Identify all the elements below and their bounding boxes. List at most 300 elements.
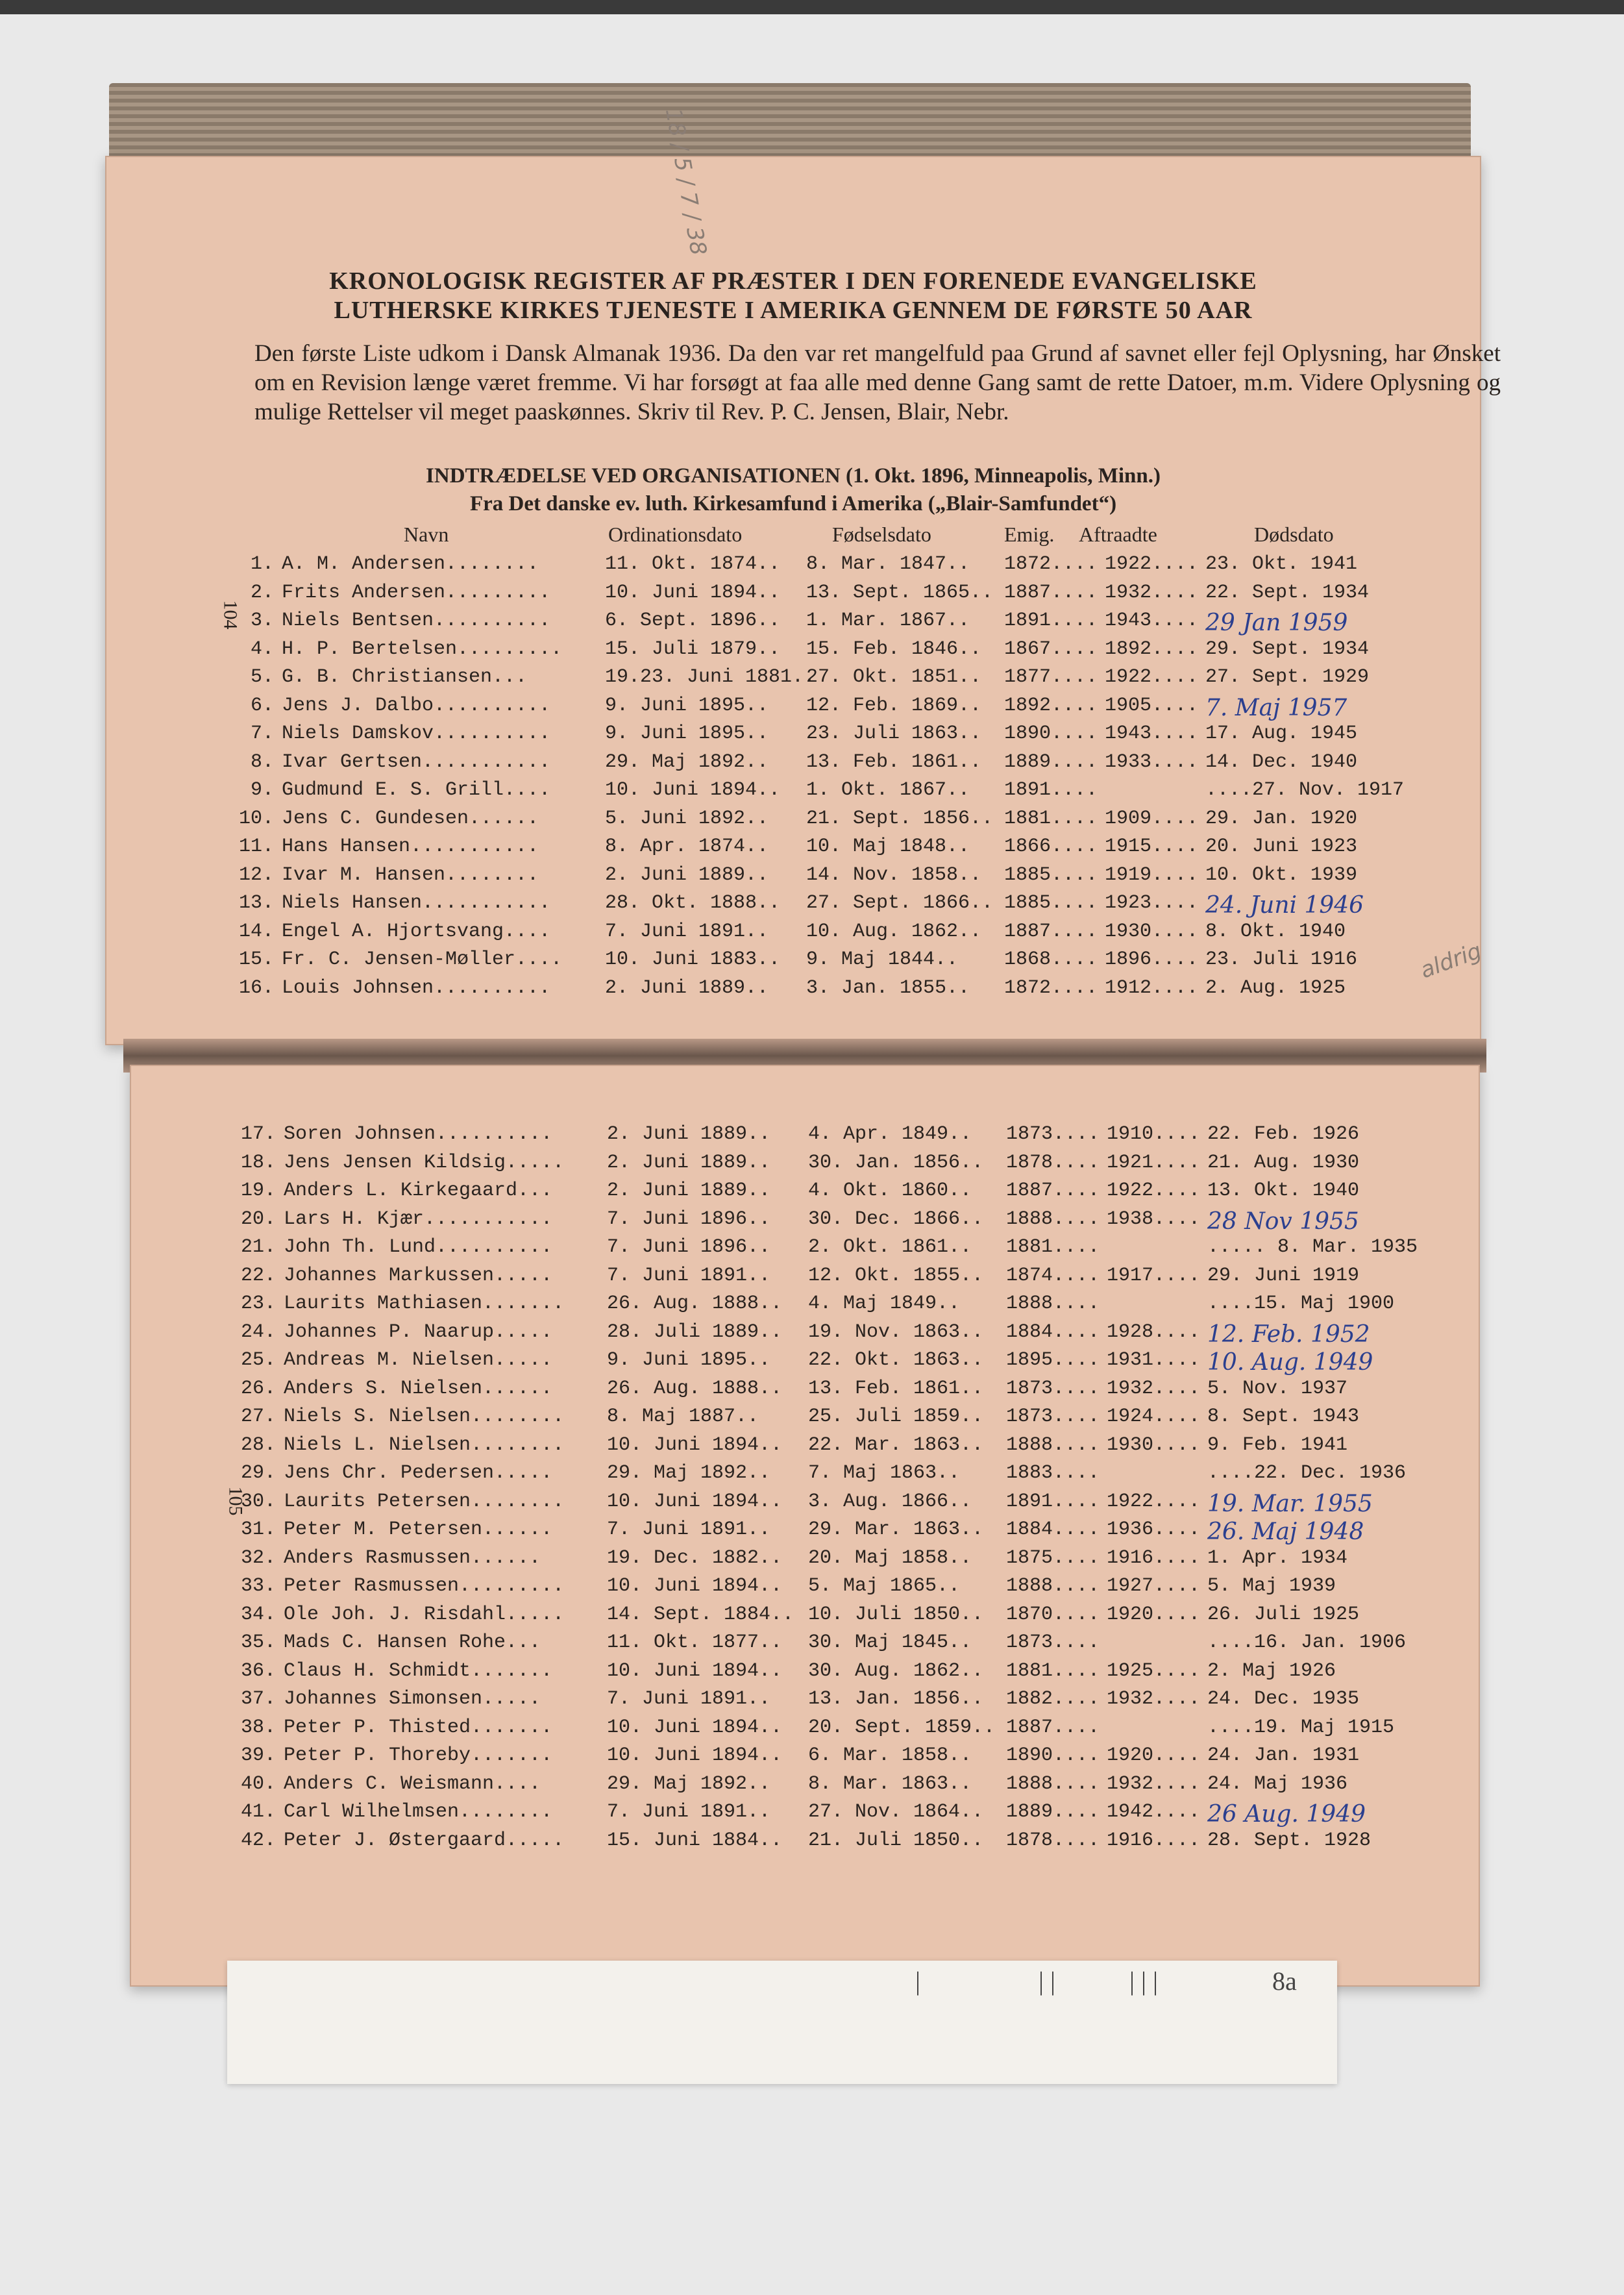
table-row — [130, 1236, 1480, 1264]
row-emigration: 1868.... — [1004, 949, 1098, 971]
table-row — [105, 921, 1481, 949]
row-retired: 1927.... — [1107, 1575, 1201, 1597]
row-ordination: 26. Aug. 1888.. — [607, 1293, 783, 1315]
row-birth: 12. Okt. 1855.. — [808, 1264, 984, 1287]
table-row — [130, 1378, 1480, 1406]
row-number: 15. — [238, 949, 274, 971]
row-retired: 1930.... — [1105, 920, 1199, 943]
row-birth: 1. Mar. 1867.. — [806, 610, 970, 632]
row-death: 24. Dec. 1935 — [1207, 1688, 1360, 1710]
row-birth: 13. Feb. 1861.. — [808, 1377, 984, 1400]
row-ordination: 5. Juni 1892.. — [605, 807, 769, 830]
column-headers — [105, 523, 1481, 549]
row-number: 27. — [240, 1406, 276, 1428]
row-number: 38. — [240, 1716, 276, 1739]
row-emigration: 1887.... — [1004, 920, 1098, 943]
row-number: 18. — [240, 1151, 276, 1174]
row-emigration: 1890.... — [1006, 1744, 1100, 1767]
row-number: 8. — [250, 751, 274, 773]
row-emigration: 1891.... — [1004, 779, 1098, 801]
table-row — [105, 695, 1481, 723]
table-row — [130, 1208, 1480, 1236]
row-name: Niels Hansen........... — [282, 892, 551, 914]
row-emigration: 1881.... — [1006, 1236, 1100, 1258]
row-ordination: 10. Juni 1894.. — [607, 1433, 783, 1456]
table-row — [105, 836, 1481, 863]
row-death: ....15. Maj 1900 — [1207, 1293, 1395, 1315]
row-ordination: 15. Juni 1884.. — [607, 1829, 783, 1852]
row-retired: 1932.... — [1107, 1772, 1201, 1795]
row-birth: 22. Okt. 1863.. — [808, 1349, 984, 1371]
row-retired: 1943.... — [1105, 723, 1199, 745]
row-number: 17. — [240, 1123, 276, 1145]
row-emigration: 1873.... — [1006, 1406, 1100, 1428]
row-death: 14. Dec. 1940 — [1205, 751, 1358, 773]
row-ordination: 19.23. Juni 1881.. — [605, 666, 816, 688]
row-retired: 1916.... — [1107, 1829, 1201, 1852]
row-number: 37. — [240, 1688, 276, 1710]
row-death: 26. Maj 1948 — [1207, 1519, 1364, 1545]
row-birth: 3. Jan. 1855.. — [806, 976, 970, 999]
row-name: Niels Bentsen.......... — [282, 610, 551, 632]
table-row — [105, 723, 1481, 751]
row-birth: 25. Juli 1859.. — [808, 1406, 984, 1428]
row-death: 17. Aug. 1945 — [1205, 723, 1358, 745]
row-ordination: 2. Juni 1889.. — [607, 1180, 771, 1202]
row-name: Ole Joh. J. Risdahl..... — [284, 1603, 565, 1626]
row-death: ....16. Jan. 1906 — [1207, 1631, 1407, 1654]
col-fodsel: Fødselsdato — [832, 523, 931, 546]
row-emigration: 1890.... — [1004, 723, 1098, 745]
row-name: Anders C. Weismann.... — [284, 1772, 541, 1795]
row-retired: 1933.... — [1105, 751, 1199, 773]
row-birth: 27. Okt. 1851.. — [806, 666, 982, 688]
row-birth: 23. Juli 1863.. — [806, 723, 982, 745]
slip-mark: 8a — [1272, 1966, 1297, 1996]
row-death: 24. Jan. 1931 — [1207, 1744, 1360, 1767]
row-ordination: 28. Juli 1889.. — [607, 1321, 783, 1343]
row-number: 32. — [240, 1546, 276, 1569]
row-emigration: 1872.... — [1004, 553, 1098, 575]
row-birth: 29. Mar. 1863.. — [808, 1519, 984, 1541]
row-number: 5. — [250, 666, 274, 688]
row-birth: 21. Sept. 1856.. — [806, 807, 994, 830]
row-number: 33. — [240, 1575, 276, 1597]
row-retired: 1922.... — [1105, 553, 1199, 575]
row-ordination: 10. Juni 1894.. — [605, 581, 781, 604]
table-row — [130, 1434, 1480, 1462]
row-number: 1. — [250, 553, 274, 575]
row-number: 39. — [240, 1744, 276, 1767]
row-death: 1. Apr. 1934 — [1207, 1546, 1348, 1569]
row-emigration: 1873.... — [1006, 1123, 1100, 1145]
row-number: 19. — [240, 1180, 276, 1202]
table-row — [130, 1462, 1480, 1490]
table-row — [130, 1744, 1480, 1772]
row-number: 14. — [238, 920, 274, 943]
table-row — [130, 1717, 1480, 1744]
row-death: 5. Maj 1939 — [1207, 1575, 1336, 1597]
row-ordination: 7. Juni 1896.. — [607, 1236, 771, 1258]
row-name: Laurits Mathiasen....... — [284, 1293, 565, 1315]
row-death: 24. Maj 1936 — [1207, 1772, 1348, 1795]
row-retired: 1928.... — [1107, 1321, 1201, 1343]
row-emigration: 1888.... — [1006, 1772, 1100, 1795]
page-number-105: 105 — [225, 1486, 247, 1516]
row-ordination: 8. Apr. 1874.. — [605, 836, 769, 858]
section-subheading: Fra Det danske ev. luth. Kirkesamfund i Amerika („Blair-Samfundet“) — [469, 492, 1117, 515]
row-emigration: 1882.... — [1006, 1688, 1100, 1710]
row-retired: 1922.... — [1107, 1180, 1201, 1202]
table-row — [130, 1604, 1480, 1631]
row-retired: 1917.... — [1107, 1264, 1201, 1287]
row-birth: 20. Maj 1858.. — [808, 1546, 972, 1569]
row-name: Anders S. Nielsen...... — [284, 1377, 553, 1400]
row-ordination: 10. Juni 1894.. — [607, 1716, 783, 1739]
row-retired: 1932.... — [1107, 1688, 1201, 1710]
row-emigration: 1888.... — [1006, 1208, 1100, 1230]
col-aftraadte: Aftraadte — [1079, 523, 1157, 546]
row-number: 34. — [240, 1603, 276, 1626]
row-name: A. M. Andersen........ — [282, 553, 539, 575]
row-name: Peter P. Thoreby....... — [284, 1744, 553, 1767]
table-row — [105, 892, 1481, 920]
row-retired: 1936.... — [1107, 1519, 1201, 1541]
row-ordination: 14. Sept. 1884.. — [607, 1603, 794, 1626]
row-name: Gudmund E. S. Grill.... — [282, 779, 551, 801]
row-name: Andreas M. Nielsen..... — [284, 1349, 553, 1371]
row-emigration: 1881.... — [1006, 1659, 1100, 1682]
table-row — [130, 1349, 1480, 1377]
table-row — [130, 1265, 1480, 1293]
table-row — [105, 977, 1481, 1005]
row-birth: 4. Maj 1849.. — [808, 1293, 961, 1315]
row-name: Louis Johnsen.......... — [282, 976, 551, 999]
table-row — [105, 666, 1481, 694]
row-number: 42. — [240, 1829, 276, 1852]
row-retired: 1916.... — [1107, 1546, 1201, 1569]
row-retired: 1924.... — [1107, 1406, 1201, 1428]
row-death: 12. Feb. 1952 — [1207, 1321, 1370, 1348]
slip-mark: | | | — [1129, 1966, 1159, 1996]
row-number: 13. — [238, 892, 274, 914]
row-emigration: 1888.... — [1006, 1293, 1100, 1315]
row-retired: 1925.... — [1107, 1659, 1201, 1682]
row-death: 29. Juni 1919 — [1207, 1264, 1360, 1287]
row-birth: 27. Sept. 1866.. — [806, 892, 994, 914]
row-name: H. P. Bertelsen......... — [282, 638, 563, 660]
row-emigration: 1878.... — [1006, 1829, 1100, 1852]
table-row — [130, 1575, 1480, 1603]
row-emigration: 1887.... — [1004, 581, 1098, 604]
row-emigration: 1892.... — [1004, 694, 1098, 717]
row-birth: 15. Feb. 1846.. — [806, 638, 982, 660]
row-ordination: 26. Aug. 1888.. — [607, 1377, 783, 1400]
row-retired: 1919.... — [1105, 863, 1199, 886]
row-number: 16. — [238, 976, 274, 999]
row-birth: 8. Mar. 1847.. — [806, 553, 970, 575]
row-retired: 1905.... — [1105, 694, 1199, 717]
row-ordination: 6. Sept. 1896.. — [605, 610, 781, 632]
row-ordination: 9. Juni 1895.. — [607, 1349, 771, 1371]
row-ordination: 10. Juni 1894.. — [607, 1744, 783, 1767]
row-name: Fr. C. Jensen-Møller.... — [282, 949, 563, 971]
row-emigration: 1875.... — [1006, 1546, 1100, 1569]
row-birth: 3. Aug. 1866.. — [808, 1490, 972, 1513]
row-name: John Th. Lund.......... — [284, 1236, 553, 1258]
row-emigration: 1877.... — [1004, 666, 1098, 688]
row-death: 27. Sept. 1929 — [1205, 666, 1370, 688]
row-emigration: 1891.... — [1006, 1490, 1100, 1513]
row-name: Carl Wilhelmsen........ — [284, 1801, 553, 1823]
row-death: 23. Juli 1916 — [1205, 949, 1358, 971]
row-emigration: 1867.... — [1004, 638, 1098, 660]
row-retired: 1922.... — [1107, 1490, 1201, 1513]
row-name: Johannes P. Naarup..... — [284, 1321, 553, 1343]
row-retired: 1920.... — [1107, 1744, 1201, 1767]
row-retired: 1930.... — [1107, 1433, 1201, 1456]
row-number: 29. — [240, 1462, 276, 1484]
row-name: Anders L. Kirkegaard... — [284, 1180, 553, 1202]
row-birth: 19. Nov. 1863.. — [808, 1321, 984, 1343]
row-emigration: 1885.... — [1004, 863, 1098, 886]
row-birth: 4. Apr. 1849.. — [808, 1123, 972, 1145]
row-number: 36. — [240, 1659, 276, 1682]
table-row — [105, 582, 1481, 610]
row-death: ....22. Dec. 1936 — [1207, 1462, 1407, 1484]
row-ordination: 2. Juni 1889.. — [607, 1123, 771, 1145]
row-name: Ivar Gertsen........... — [282, 751, 551, 773]
row-retired: 1942.... — [1107, 1801, 1201, 1823]
row-ordination: 29. Maj 1892.. — [607, 1462, 771, 1484]
row-name: Peter M. Petersen...... — [284, 1519, 553, 1541]
row-name: Laurits Petersen........ — [284, 1490, 565, 1513]
pencil-note-top: 18 / 5 / 7 / 38 — [659, 106, 712, 258]
row-birth: 30. Dec. 1866.. — [808, 1208, 984, 1230]
row-number: 25. — [240, 1349, 276, 1371]
row-ordination: 28. Okt. 1888.. — [605, 892, 781, 914]
row-ordination: 29. Maj 1892.. — [607, 1772, 771, 1795]
row-ordination: 2. Juni 1889.. — [605, 863, 769, 886]
row-death: 28 Nov 1955 — [1207, 1208, 1359, 1235]
table-row — [130, 1123, 1480, 1151]
row-retired: 1921.... — [1107, 1151, 1201, 1174]
row-ordination: 7. Juni 1891.. — [607, 1264, 771, 1287]
row-ordination: 11. Okt. 1874.. — [605, 553, 781, 575]
row-number: 21. — [240, 1236, 276, 1258]
row-number: 26. — [240, 1377, 276, 1400]
row-emigration: 1885.... — [1004, 892, 1098, 914]
table-row — [105, 808, 1481, 836]
row-ordination: 10. Juni 1883.. — [605, 949, 781, 971]
table-row — [130, 1152, 1480, 1180]
row-name: Jens Chr. Pedersen..... — [284, 1462, 553, 1484]
row-ordination: 10. Juni 1894.. — [607, 1659, 783, 1682]
row-death: 29. Jan. 1920 — [1205, 807, 1358, 830]
col-ordination: Ordinationsdato — [608, 523, 743, 546]
row-death: 8. Sept. 1943 — [1207, 1406, 1360, 1428]
row-birth: 10. Maj 1848.. — [806, 836, 970, 858]
slip-mark: | | — [1039, 1966, 1056, 1996]
row-number: 7. — [250, 723, 274, 745]
row-birth: 13. Jan. 1856.. — [808, 1688, 984, 1710]
row-birth: 5. Maj 1865.. — [808, 1575, 961, 1597]
row-birth: 13. Feb. 1861.. — [806, 751, 982, 773]
row-birth: 12. Feb. 1869.. — [806, 694, 982, 717]
table-row — [130, 1519, 1480, 1546]
row-name: Claus H. Schmidt....... — [284, 1659, 553, 1682]
row-birth: 22. Mar. 1863.. — [808, 1433, 984, 1456]
row-number: 20. — [240, 1208, 276, 1230]
row-death: 28. Sept. 1928 — [1207, 1829, 1372, 1852]
page-104 — [105, 106, 1501, 1045]
page-105 — [130, 1065, 1480, 1987]
row-death: 19. Mar. 1955 — [1207, 1490, 1373, 1517]
table-row — [130, 1406, 1480, 1433]
row-ordination: 10. Juni 1894.. — [607, 1575, 783, 1597]
row-name: G. B. Christiansen... — [282, 666, 528, 688]
row-retired: 1915.... — [1105, 836, 1199, 858]
row-emigration: 1884.... — [1006, 1519, 1100, 1541]
table-row — [130, 1180, 1480, 1208]
row-emigration: 1874.... — [1006, 1264, 1100, 1287]
book-page-edges — [109, 83, 1471, 161]
row-birth: 10. Aug. 1862.. — [806, 920, 982, 943]
row-birth: 30. Jan. 1856.. — [808, 1151, 984, 1174]
table-row — [130, 1321, 1480, 1349]
row-retired: 1912.... — [1105, 976, 1199, 999]
row-number: 24. — [240, 1321, 276, 1343]
table-row — [105, 638, 1481, 666]
row-number: 23. — [240, 1293, 276, 1315]
table-row — [130, 1830, 1480, 1857]
row-emigration: 1884.... — [1006, 1321, 1100, 1343]
row-death: 29 Jan 1959 — [1205, 610, 1348, 636]
row-number: 3. — [250, 610, 274, 632]
row-number: 40. — [240, 1772, 276, 1795]
row-ordination: 15. Juli 1879.. — [605, 638, 781, 660]
row-emigration: 1888.... — [1006, 1575, 1100, 1597]
row-retired: 1932.... — [1105, 581, 1199, 604]
row-retired: 1892.... — [1105, 638, 1199, 660]
row-ordination: 10. Juni 1894.. — [607, 1490, 783, 1513]
row-name: Frits Andersen......... — [282, 581, 551, 604]
row-death: ....27. Nov. 1917 — [1205, 779, 1405, 801]
row-number: 4. — [250, 638, 274, 660]
row-emigration: 1895.... — [1006, 1349, 1100, 1371]
row-name: Ivar M. Hansen........ — [282, 863, 539, 886]
row-emigration: 1881.... — [1004, 807, 1098, 830]
row-birth: 13. Sept. 1865.. — [806, 581, 994, 604]
row-retired: 1923.... — [1105, 892, 1199, 914]
row-number: 12. — [238, 863, 274, 886]
row-number: 10. — [238, 807, 274, 830]
row-birth: 27. Nov. 1864.. — [808, 1801, 984, 1823]
row-ordination: 10. Juni 1894.. — [605, 779, 781, 801]
table-row — [130, 1631, 1480, 1659]
row-number: 30. — [240, 1490, 276, 1513]
row-retired: 1922.... — [1105, 666, 1199, 688]
table-row — [105, 751, 1481, 779]
table-row — [105, 610, 1481, 638]
row-ordination: 7. Juni 1891.. — [607, 1519, 771, 1541]
scan-top-edge — [0, 0, 1624, 14]
row-death: 29. Sept. 1934 — [1205, 638, 1370, 660]
col-dod: Dødsdato — [1254, 523, 1334, 546]
row-death: 26 Aug. 1949 — [1207, 1801, 1366, 1828]
row-birth: 10. Juli 1850.. — [808, 1603, 984, 1626]
table-row — [130, 1801, 1480, 1829]
row-name: Anders Rasmussen...... — [284, 1546, 541, 1569]
row-number: 11. — [238, 836, 274, 858]
col-emig: Emig. — [1004, 523, 1055, 546]
row-name: Niels Damskov.......... — [282, 723, 551, 745]
row-death: 9. Feb. 1941 — [1207, 1433, 1348, 1456]
col-navn: Navn — [404, 523, 449, 546]
row-retired: 1910.... — [1107, 1123, 1201, 1145]
row-ordination: 7. Juni 1896.. — [607, 1208, 771, 1230]
row-emigration: 1870.... — [1006, 1603, 1100, 1626]
table-row — [130, 1293, 1480, 1321]
inserted-paper-slip — [227, 1961, 1337, 2084]
row-retired: 1909.... — [1105, 807, 1199, 830]
row-emigration: 1891.... — [1004, 610, 1098, 632]
row-number: 41. — [240, 1801, 276, 1823]
row-number: 9. — [250, 779, 274, 801]
title-line-2: LUTHERSKE KIRKES TJENESTE I AMERIKA GENNEM DE FØRSTE 50 AAR — [334, 297, 1253, 324]
row-name: Johannes Simonsen..... — [284, 1688, 541, 1710]
row-birth: 7. Maj 1863.. — [808, 1462, 961, 1484]
row-name: Soren Johnsen.......... — [284, 1123, 553, 1145]
pencil-note-right: aldrig — [1417, 937, 1485, 984]
intro-paragraph: Den første Liste udkom i Dansk Almanak 1936. Da den var ret mangelfuld paa Grund af savnet eller fejl Oplysning, har Ønsket om en Revision længe været fremme. Vi har forsøgt at faa alle med denne Gang samt de rette Datoer, m.m. Videre Oplysning og mulige Rettelser vil meget paaskønnes. Skriv til Rev. P. C. Jensen, Blair, Nebr. — [254, 340, 1501, 425]
row-birth: 30. Maj 1845.. — [808, 1631, 972, 1654]
row-retired: 1932.... — [1107, 1377, 1201, 1400]
row-name: Engel A. Hjortsvang.... — [282, 920, 551, 943]
slip-mark: | — [915, 1966, 921, 1996]
row-number: 22. — [240, 1264, 276, 1287]
row-birth: 20. Sept. 1859.. — [808, 1716, 996, 1739]
row-ordination: 11. Okt. 1877.. — [607, 1631, 783, 1654]
row-birth: 4. Okt. 1860.. — [808, 1180, 972, 1202]
page-number-104: 104 — [219, 600, 241, 630]
row-emigration: 1889.... — [1006, 1801, 1100, 1823]
row-name: Lars H. Kjær........... — [284, 1208, 553, 1230]
row-name: Mads C. Hansen Rohe... — [284, 1631, 541, 1654]
row-name: Peter Rasmussen......... — [284, 1575, 565, 1597]
table-row — [105, 779, 1481, 807]
row-death: 24. Juni 1946 — [1205, 892, 1364, 919]
row-ordination: 7. Juni 1891.. — [605, 920, 769, 943]
row-number: 28. — [240, 1433, 276, 1456]
table-row — [130, 1547, 1480, 1575]
table-row — [130, 1491, 1480, 1519]
row-birth: 2. Okt. 1861.. — [808, 1236, 972, 1258]
row-birth: 14. Nov. 1858.. — [806, 863, 982, 886]
row-emigration: 1887.... — [1006, 1180, 1100, 1202]
row-ordination: 2. Juni 1889.. — [607, 1151, 771, 1174]
row-emigration: 1866.... — [1004, 836, 1098, 858]
table-row — [130, 1660, 1480, 1688]
table-row — [130, 1773, 1480, 1801]
row-emigration: 1883.... — [1006, 1462, 1100, 1484]
row-birth: 30. Aug. 1862.. — [808, 1659, 984, 1682]
row-emigration: 1889.... — [1004, 751, 1098, 773]
row-emigration: 1872.... — [1004, 976, 1098, 999]
table-row — [105, 949, 1481, 976]
row-number: 6. — [250, 694, 274, 717]
row-death: 23. Okt. 1941 — [1205, 553, 1358, 575]
